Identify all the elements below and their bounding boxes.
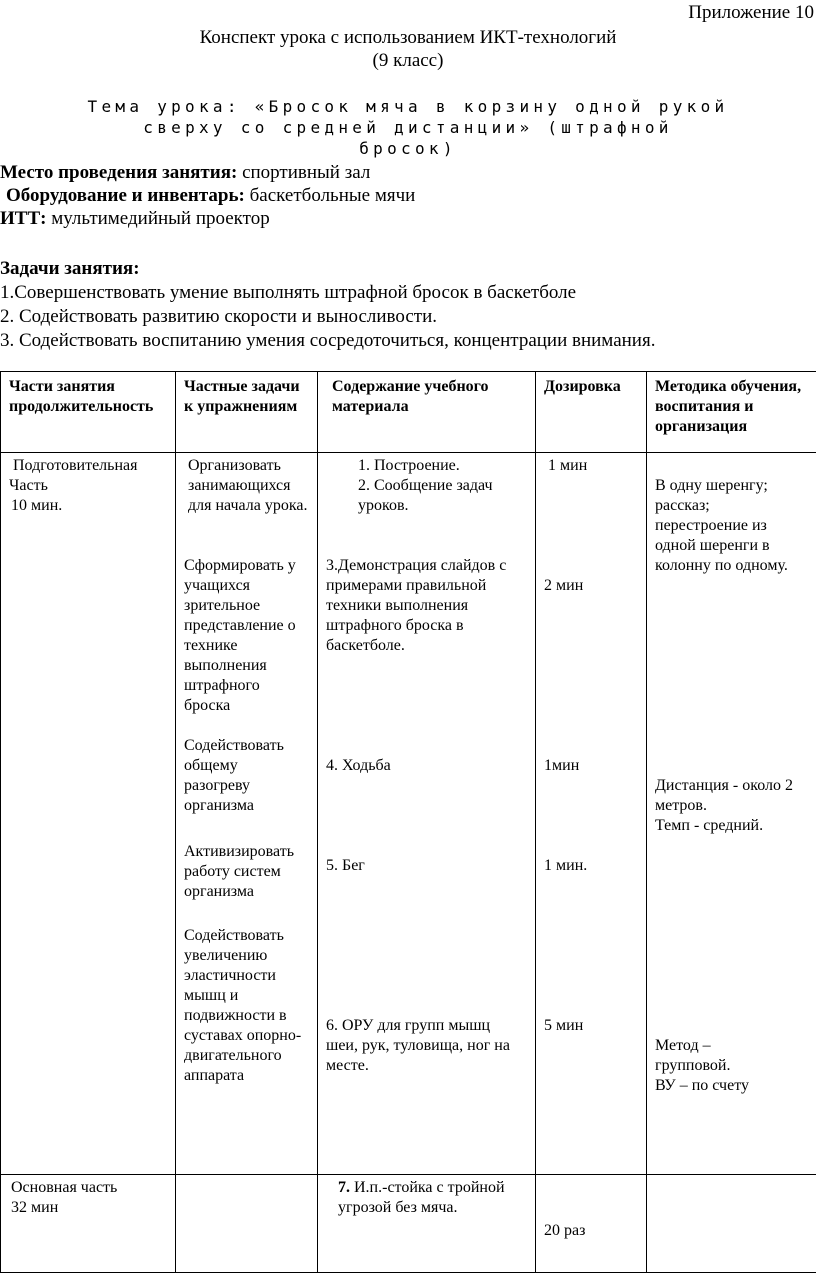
main-content-text: И.п.-стойка с тройной угрозой без мяча. xyxy=(338,1179,505,1216)
dosage-walking: 1мин xyxy=(544,756,579,776)
table-header-row xyxy=(1,372,816,453)
part-duration: 10 мин. xyxy=(9,496,169,516)
topic-line-3: бросок) xyxy=(0,138,816,159)
method-group: Метод – групповой. xyxy=(655,1036,775,1076)
place-line xyxy=(0,162,370,184)
content-formation: 1. Построение. xyxy=(358,456,528,476)
topic-line-2: сверху со средней дистанции» (штрафной xyxy=(0,117,816,138)
equipment-value: баскетбольные мячи xyxy=(245,185,415,206)
task-item-1: 1.Совершенствовать умение выполнять штрафной бросок в баскетболе xyxy=(0,282,576,304)
task-flexibility: Содействовать увеличению эластичности мышц и подвижности в суставах опорно-двигательного аппарата xyxy=(184,926,306,1086)
method-cell xyxy=(647,453,816,1175)
topic-line-1: Тема урока: «Бросок мяча в корзину одной рукой xyxy=(0,96,816,117)
content-goals: 2. Сообщение задач уроков. xyxy=(358,476,518,516)
method-distance: Дистанция - около 2 метров. xyxy=(655,776,811,816)
equipment-line xyxy=(6,185,415,207)
header-tasks: Частные задачи к упражнениям xyxy=(176,372,318,453)
ict-line xyxy=(0,208,270,230)
dosage-formation: 1 мин xyxy=(548,456,587,476)
main-content-number: 7. xyxy=(338,1179,350,1196)
part-word: Часть xyxy=(9,476,169,496)
content-running: 5. Бег xyxy=(326,856,526,876)
header-dosage: Дозировка xyxy=(536,372,647,453)
tasks-heading: Задачи занятия: xyxy=(0,258,140,280)
dosage-slides: 2 мин xyxy=(544,576,583,596)
ict-value: мультимедийный проектор xyxy=(46,208,269,229)
part-name: Подготовительная xyxy=(9,456,169,476)
equipment-label: Оборудование и инвентарь: xyxy=(6,185,245,206)
table-row xyxy=(1,453,816,1175)
main-part-name: Основная часть xyxy=(9,1178,169,1198)
tasks-cell xyxy=(176,453,318,1175)
main-tasks-cell xyxy=(176,1175,318,1273)
header-content: Содержание учебного материала xyxy=(318,372,536,453)
grade-label: (9 класс) xyxy=(0,50,816,72)
method-formation: В одну шеренгу; рассказ; перестроение из одной шеренги в колонну по одному. xyxy=(655,476,805,576)
task-item-2: 2. Содействовать развитию скорости и выносливости. xyxy=(0,306,437,328)
part-cell xyxy=(1,453,176,1175)
main-method-cell xyxy=(647,1175,816,1273)
task-item-3: 3. Содействовать воспитанию умения сосредоточиться, концентрации внимания. xyxy=(0,330,655,352)
method-count: ВУ – по счету xyxy=(655,1076,805,1096)
dosage-running: 1 мин. xyxy=(544,856,587,876)
task-visual: Сформировать у учащихся зрительное представление о технике выполнения штрафного броска xyxy=(184,556,306,716)
main-dosage: 20 раз xyxy=(544,1221,640,1241)
task-warmup: Содействовать общему разогреву организма xyxy=(184,736,306,816)
main-part-cell xyxy=(1,1175,176,1273)
lesson-plan-table xyxy=(0,371,816,1273)
main-content-cell xyxy=(318,1175,536,1273)
dosage-exercises: 5 мин xyxy=(544,1016,583,1036)
task-organize: Организовать занимающихся для начала урока. xyxy=(188,456,310,516)
place-label: Место проведения занятия: xyxy=(0,162,237,183)
header-method: Методика обучения, воспитания и организация xyxy=(647,372,816,453)
dosage-cell xyxy=(536,453,647,1175)
task-activate: Активизировать работу систем организма xyxy=(184,842,308,902)
content-exercises: 6. ОРУ для групп мышц шеи, рук, туловища, ног на месте. xyxy=(326,1016,516,1076)
header-parts: Части занятия продолжительность xyxy=(1,372,176,453)
content-slides: 3.Демонстрация слайдов с примерами правильной техники выполнения штрафного броска в баскетболе. xyxy=(326,556,528,656)
content-walking: 4. Ходьба xyxy=(326,756,526,776)
main-part-duration: 32 мин xyxy=(9,1198,169,1218)
place-value: спортивный зал xyxy=(237,162,370,183)
appendix-label: Приложение 10 xyxy=(688,2,814,24)
method-tempo: Темп - средний. xyxy=(655,816,811,836)
content-cell xyxy=(318,453,536,1175)
table-row xyxy=(1,1175,816,1273)
document-title: Конспект урока с использованием ИКТ-технологий xyxy=(0,27,816,49)
ict-label: ИТТ: xyxy=(0,208,46,229)
main-dosage-cell xyxy=(536,1175,647,1273)
